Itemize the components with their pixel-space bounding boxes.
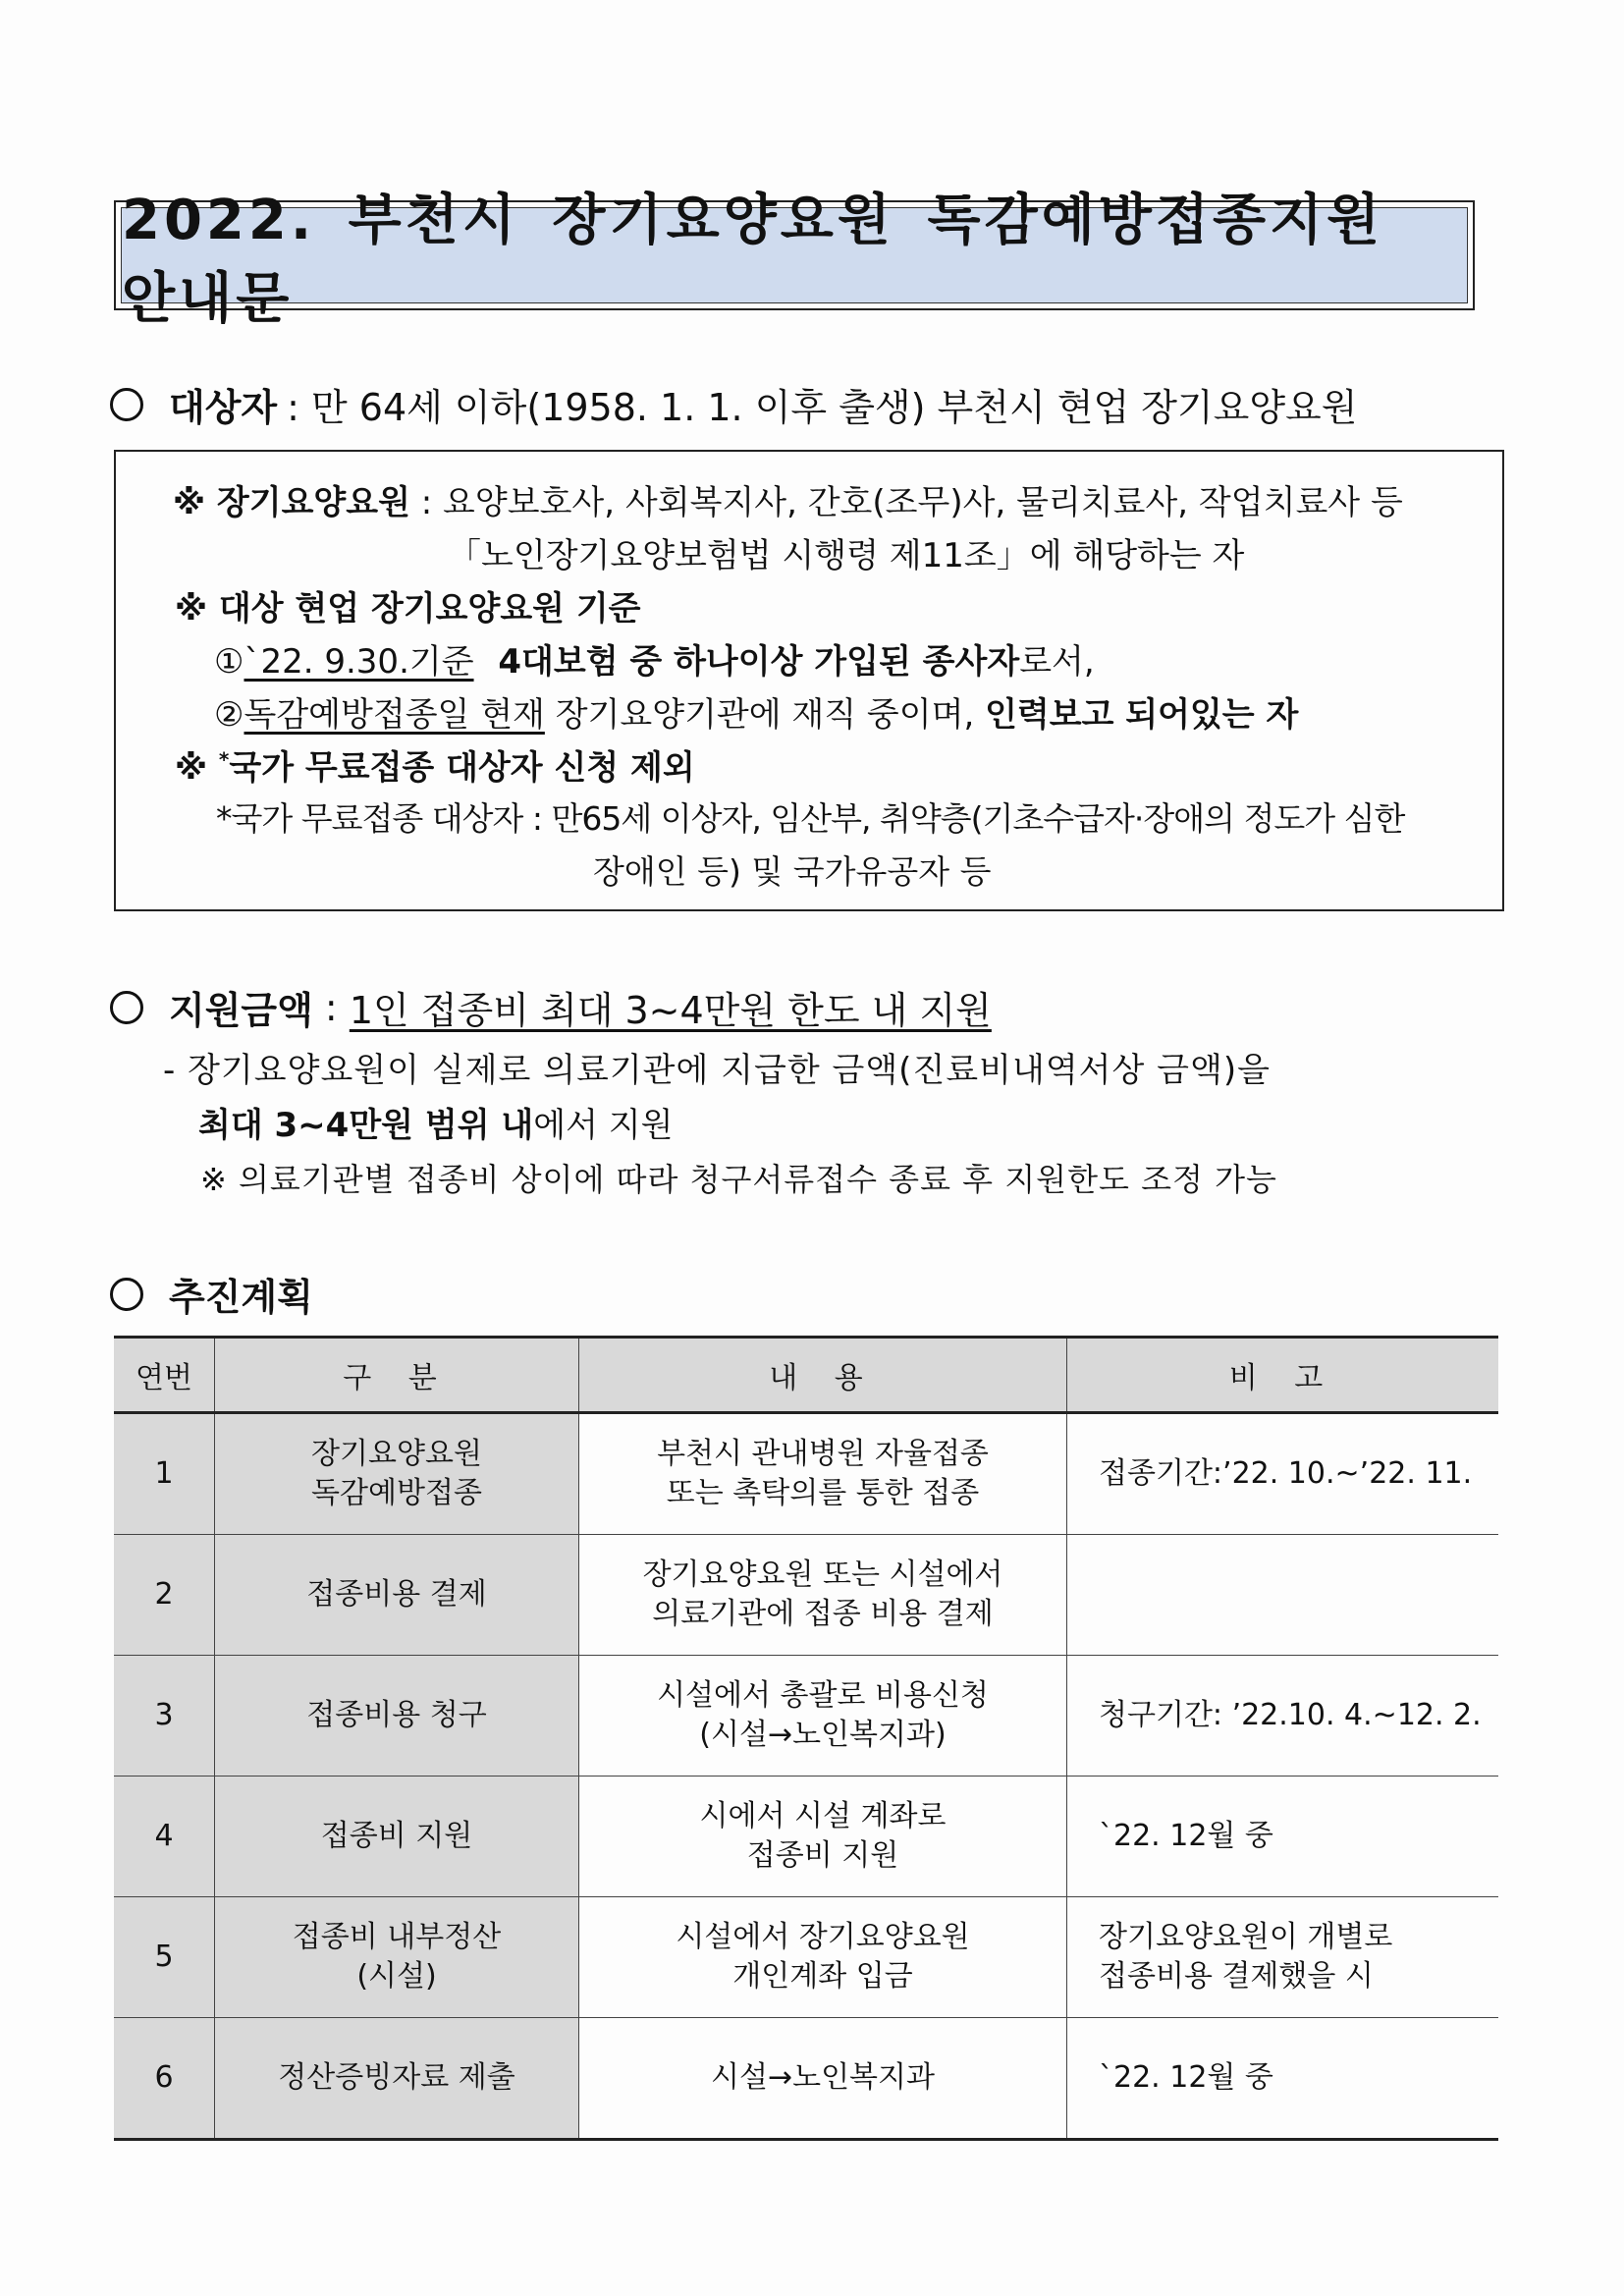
row-note-line: 접종비용 결제했을 시 [1099,1959,1374,1994]
def-label: ※ 장기요양요원 [173,483,410,522]
row-note [1067,1656,1499,1777]
amount-colon: : [312,985,350,1029]
row-content [579,1535,1067,1656]
amount-desc-1: - 장기요양요원이 실제로 의료기관에 지급한 금액(진료비내역서상 금액)을 [163,1051,1271,1090]
header-category: 구 분 [215,1338,579,1413]
circle-bullet-icon [110,991,143,1024]
target-text: : 만 64세 이하(1958. 1. 1. 이후 출생) 부천시 현업 장기요양요원 [287,386,1358,429]
row-content [579,1656,1067,1777]
exclude-detail-2: 장애인 등) 및 국가유공자 등 [593,852,992,891]
row-content-line: 의료기관에 접종 비용 결제 [652,1597,994,1631]
row-content-line: (시설→노인복지과) [699,1718,947,1752]
row-number: 1 [114,1413,215,1535]
table-row [114,1656,1498,1777]
criteria-1 [214,634,1095,683]
row-number: 2 [114,1535,215,1656]
row-category-line: 장기요양요원 [311,1437,482,1471]
exclude-detail-1: *국가 무료접종 대상자 : 만65세 이상자, 임산부, 취약층(기초수급자·장애의 정도가 심한 [216,799,1405,838]
criteria-1-date: `22. 9.30.기준 [244,642,474,682]
row-note-line: 접종기간:’22. 10.~’22. 11. [1099,1456,1473,1491]
row-number: 5 [114,1897,215,2018]
row-content-line: 장기요양요원 또는 시설에서 [642,1558,1003,1592]
row-content-line: 또는 촉탁의를 통한 접종 [666,1476,980,1510]
section-target [110,377,1357,431]
exclude-mark: ※ [175,748,219,788]
row-category [215,1413,579,1535]
row-note-line: 청구기간: ’22.10. 4.~12. 2. [1099,1698,1482,1732]
row-content-line: 접종비 지원 [746,1838,899,1873]
row-note [1067,1535,1499,1656]
criteria-2-bold: 인력보고 되어있는 자 [985,695,1299,735]
row-category-line: 접종비용 청구 [306,1698,487,1732]
circle-bullet-icon [110,388,143,421]
def-law: 「노인장기요양보험법 시행령 제11조」에 해당하는 자 [448,536,1245,575]
criteria-2 [214,687,1298,736]
criteria-1-number: ① [214,642,244,682]
table-row [114,1777,1498,1897]
row-content [579,2018,1067,2140]
plan-label: 추진계획 [169,1276,313,1319]
exclude-title-line [175,740,695,789]
criteria-2-mid: 장기요양기관에 재직 중이며, [544,695,986,735]
row-note [1067,1897,1499,2018]
header-note: 비 고 [1067,1338,1499,1413]
row-content [579,1413,1067,1535]
criteria-2-date: 독감예방접종일 현재 [244,695,545,735]
header-content: 내 용 [579,1338,1067,1413]
row-category-line: 접종비 지원 [320,1819,473,1853]
title-box [114,189,1475,331]
row-category [215,1777,579,1897]
row-number: 4 [114,1777,215,1897]
table-row [114,2018,1498,2140]
circle-bullet-icon [110,1278,143,1311]
row-category [215,2018,579,2140]
def-text: : 요양보호사, 사회복지사, 간호(조무)사, 물리치료사, 작업치료사 등 [420,483,1403,522]
header-no: 연번 [114,1338,215,1413]
def-line [173,475,1403,523]
row-content [579,1897,1067,2018]
row-category [215,1656,579,1777]
section-amount [110,980,992,1034]
row-category [215,1535,579,1656]
row-category-line: 접종비 내부정산 [292,1920,502,1954]
amount-headline: 1인 접종비 최대 3~4만원 한도 내 지원 [349,989,992,1032]
table-row [114,1897,1498,2018]
table-row [114,1413,1498,1535]
exclude-title: 국가 무료접종 대상자 신청 제외 [229,748,695,788]
amount-note: ※ 의료기관별 접종비 상이에 따라 청구서류접수 종료 후 지원한도 조정 가능 [200,1161,1277,1198]
amount-desc-2 [198,1098,673,1146]
row-content-line: 개인계좌 입금 [732,1959,913,1994]
row-category [215,1897,579,2018]
row-content-line: 시설→노인복지과 [711,2060,935,2095]
row-note-line: `22. 12월 중 [1099,1819,1273,1853]
row-content-line: 시설에서 장기요양요원 [676,1920,970,1954]
row-category-line: (시설) [356,1959,437,1994]
criteria-1-bold: 4대보험 중 하나이상 가입된 종사자 [498,642,1020,682]
row-note [1067,1413,1499,1535]
table-header-row [114,1338,1498,1413]
row-note-line: 장기요양요원이 개별로 [1099,1920,1393,1954]
table-row [114,1535,1498,1656]
criteria-title: ※ 대상 현업 장기요양요원 기준 [175,589,641,629]
plan-table [114,1336,1498,2141]
section-plan [110,1267,313,1321]
row-note-line: `22. 12월 중 [1099,2060,1273,2095]
row-category-line: 접종비용 결제 [306,1577,487,1612]
criteria-2-number: ② [214,695,244,735]
amount-label: 지원금액 [169,989,313,1032]
row-note [1067,1777,1499,1897]
row-number: 3 [114,1656,215,1777]
row-content-line: 시에서 시설 계좌로 [699,1799,947,1833]
page-title: 2022. 부천시 장기요양요원 독감예방접종지원 안내문 [121,207,1468,303]
exclude-star: * [218,747,230,772]
row-note [1067,2018,1499,2140]
target-label: 대상자 [169,386,278,429]
amount-desc-2-rest: 에서 지원 [533,1106,674,1145]
row-category-line: 독감예방접종 [311,1476,482,1510]
criteria-1-suffix: 로서, [1019,642,1095,682]
row-category-line: 정산증빙자료 제출 [278,2060,515,2095]
row-content-line: 시설에서 총괄로 비용신청 [657,1678,989,1713]
row-content-line: 부천시 관내병원 자율접종 [657,1437,989,1471]
row-content [579,1777,1067,1897]
row-number: 6 [114,2018,215,2140]
amount-desc-2-bold: 최대 3~4만원 범위 내 [198,1106,534,1145]
